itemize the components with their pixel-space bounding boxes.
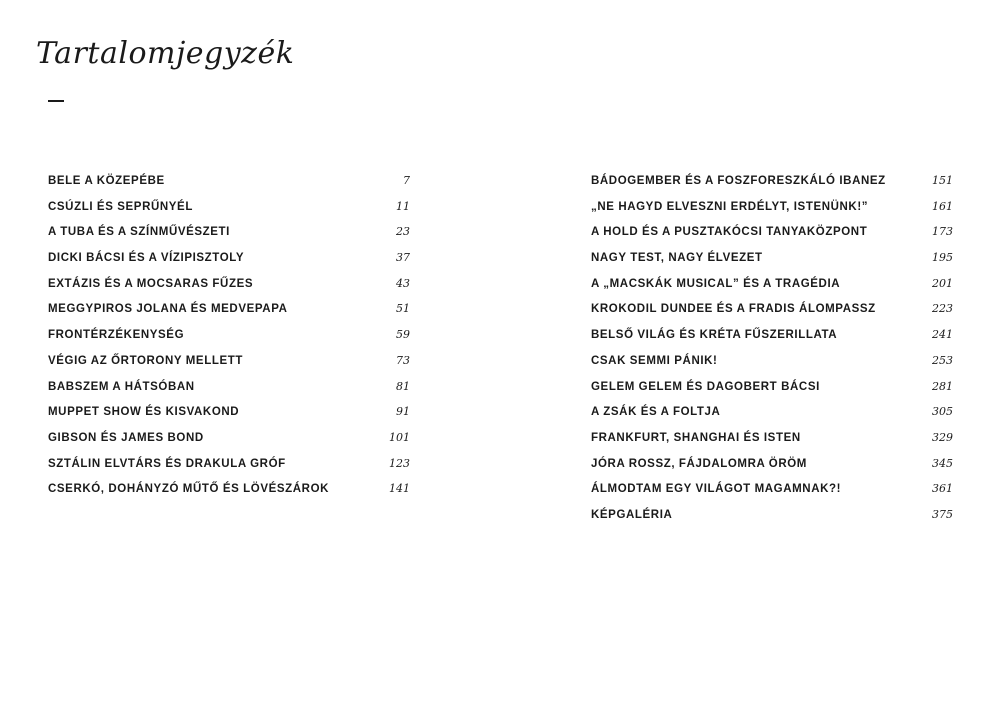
toc-entry-page-number: 375 — [932, 507, 953, 521]
toc-entry-page-number: 141 — [389, 482, 410, 496]
toc-entry-title: A TUBA ÉS A SZÍNMŰVÉSZETI — [48, 226, 230, 239]
toc-entry-title: GIBSON ÉS JAMES BOND — [48, 431, 204, 444]
toc-entry-title: „NE HAGYD ELVESZNI ERDÉLYT, ISTENÜNK!” — [591, 200, 869, 213]
toc-entry[interactable] — [48, 328, 410, 354]
toc-entry[interactable] — [591, 174, 953, 200]
title-underline — [48, 100, 64, 102]
toc-entry[interactable] — [48, 302, 410, 328]
toc-entry-title: KÉPGALÉRIA — [591, 508, 673, 521]
toc-entry[interactable] — [48, 431, 410, 457]
toc-left-column — [48, 174, 410, 508]
toc-entry-title: BABSZEM A HÁTSÓBAN — [48, 380, 195, 393]
toc-entry[interactable] — [48, 200, 410, 226]
toc-entry-page-number: 91 — [396, 405, 410, 419]
toc-entry-page-number: 253 — [932, 353, 953, 367]
toc-entry[interactable] — [591, 328, 953, 354]
toc-entry[interactable] — [48, 457, 410, 483]
toc-right-column — [591, 174, 953, 534]
toc-entry[interactable] — [591, 508, 953, 534]
toc-entry-title: SZTÁLIN ELVTÁRS ÉS DRAKULA GRÓF — [48, 457, 286, 470]
toc-entry[interactable] — [591, 354, 953, 380]
toc-entry-title: CSÚZLI ÉS SEPRŰNYÉL — [48, 200, 193, 213]
toc-entry-title: EXTÁZIS ÉS A MOCSARAS FŰZES — [48, 277, 254, 290]
toc-entry-page-number: 43 — [396, 276, 410, 290]
toc-entry-title: A „MACSKÁK MUSICAL” ÉS A TRAGÉDIA — [591, 277, 841, 290]
toc-entry[interactable] — [48, 405, 410, 431]
toc-entry[interactable] — [591, 200, 953, 226]
toc-entry-page-number: 241 — [932, 328, 953, 342]
toc-entry[interactable] — [591, 225, 953, 251]
toc-entry-title: A ZSÁK ÉS A FOLTJA — [591, 406, 721, 419]
toc-entry[interactable] — [48, 380, 410, 406]
toc-entry-page-number: 101 — [389, 430, 410, 444]
toc-entry-page-number: 151 — [932, 174, 953, 187]
toc-entry-title: JÓRA ROSSZ, FÁJDALOMRA ÖRÖM — [591, 457, 807, 470]
toc-entry-page-number: 161 — [932, 199, 953, 213]
toc-entry[interactable] — [591, 405, 953, 431]
toc-entry-page-number: 51 — [396, 302, 410, 316]
toc-entry[interactable] — [591, 277, 953, 303]
toc-entry-title: BELE A KÖZEPÉBE — [48, 175, 165, 187]
toc-entry[interactable] — [48, 225, 410, 251]
page-title: Tartalomjegyzék — [36, 36, 295, 71]
toc-entry-title: MUPPET SHOW ÉS KISVAKOND — [48, 406, 240, 419]
toc-entry[interactable] — [48, 277, 410, 303]
toc-entry[interactable] — [591, 251, 953, 277]
toc-entry-title: BELSŐ VILÁG ÉS KRÉTA FŰSZERILLATA — [591, 329, 838, 342]
toc-entry-title: GELEM GELEM ÉS DAGOBERT BÁCSI — [591, 380, 820, 393]
toc-entry-title: NAGY TEST, NAGY ÉLVEZET — [591, 252, 763, 265]
toc-entry-page-number: 81 — [396, 379, 410, 393]
toc-entry-page-number: 11 — [396, 199, 410, 213]
toc-entry-page-number: 329 — [932, 430, 953, 444]
toc-entry-page-number: 345 — [932, 456, 953, 470]
toc-entry-page-number: 173 — [932, 225, 953, 239]
toc-entry-title: MEGGYPIROS JOLANA ÉS MEDVEPAPA — [48, 303, 288, 316]
toc-entry[interactable] — [48, 482, 410, 508]
toc-entry[interactable] — [591, 457, 953, 483]
toc-entry-page-number: 223 — [932, 302, 953, 316]
toc-entry-title: VÉGIG AZ ŐRTORONY MELLETT — [48, 354, 243, 367]
toc-entry-title: CSERKÓ, DOHÁNYZÓ MŰTŐ ÉS LÖVÉSZÁROK — [48, 483, 330, 496]
toc-entry[interactable] — [48, 174, 410, 200]
toc-entry[interactable] — [48, 251, 410, 277]
toc-entry[interactable] — [591, 380, 953, 406]
toc-entry-title: CSAK SEMMI PÁNIK! — [591, 354, 718, 367]
toc-entry-page-number: 59 — [396, 328, 410, 342]
toc-entry-page-number: 361 — [932, 482, 953, 496]
toc-entry[interactable] — [48, 354, 410, 380]
toc-entry-title: BÁDOGEMBER ÉS A FOSZFORESZKÁLÓ IBANEZ — [591, 175, 886, 187]
toc-entry-page-number: 305 — [932, 405, 953, 419]
toc-entry-title: ÁLMODTAM EGY VILÁGOT MAGAMNAK?! — [591, 483, 842, 496]
toc-entry[interactable] — [591, 482, 953, 508]
toc-entry[interactable] — [591, 302, 953, 328]
toc-entry-title: A HOLD ÉS A PUSZTAKÓCSI TANYAKÖZPONT — [591, 226, 868, 239]
toc-entry-page-number: 201 — [932, 276, 953, 290]
toc-entry-page-number: 7 — [403, 174, 410, 187]
toc-entry-page-number: 23 — [396, 225, 410, 239]
toc-entry-title: FRANKFURT, SHANGHAI ÉS ISTEN — [591, 431, 801, 444]
toc-entry-page-number: 73 — [396, 353, 410, 367]
toc-entry-title: FRONTÉRZÉKENYSÉG — [48, 329, 185, 342]
toc-entry-title: DICKI BÁCSI ÉS A VÍZIPISZTOLY — [48, 252, 245, 265]
toc-entry-page-number: 281 — [932, 379, 953, 393]
toc-entry-page-number: 195 — [932, 251, 953, 265]
toc-entry-title: KROKODIL DUNDEE ÉS A FRADIS ÁLOMPASSZ — [591, 303, 876, 316]
toc-entry-page-number: 37 — [396, 251, 410, 265]
toc-entry-page-number: 123 — [389, 456, 410, 470]
toc-entry[interactable] — [591, 431, 953, 457]
